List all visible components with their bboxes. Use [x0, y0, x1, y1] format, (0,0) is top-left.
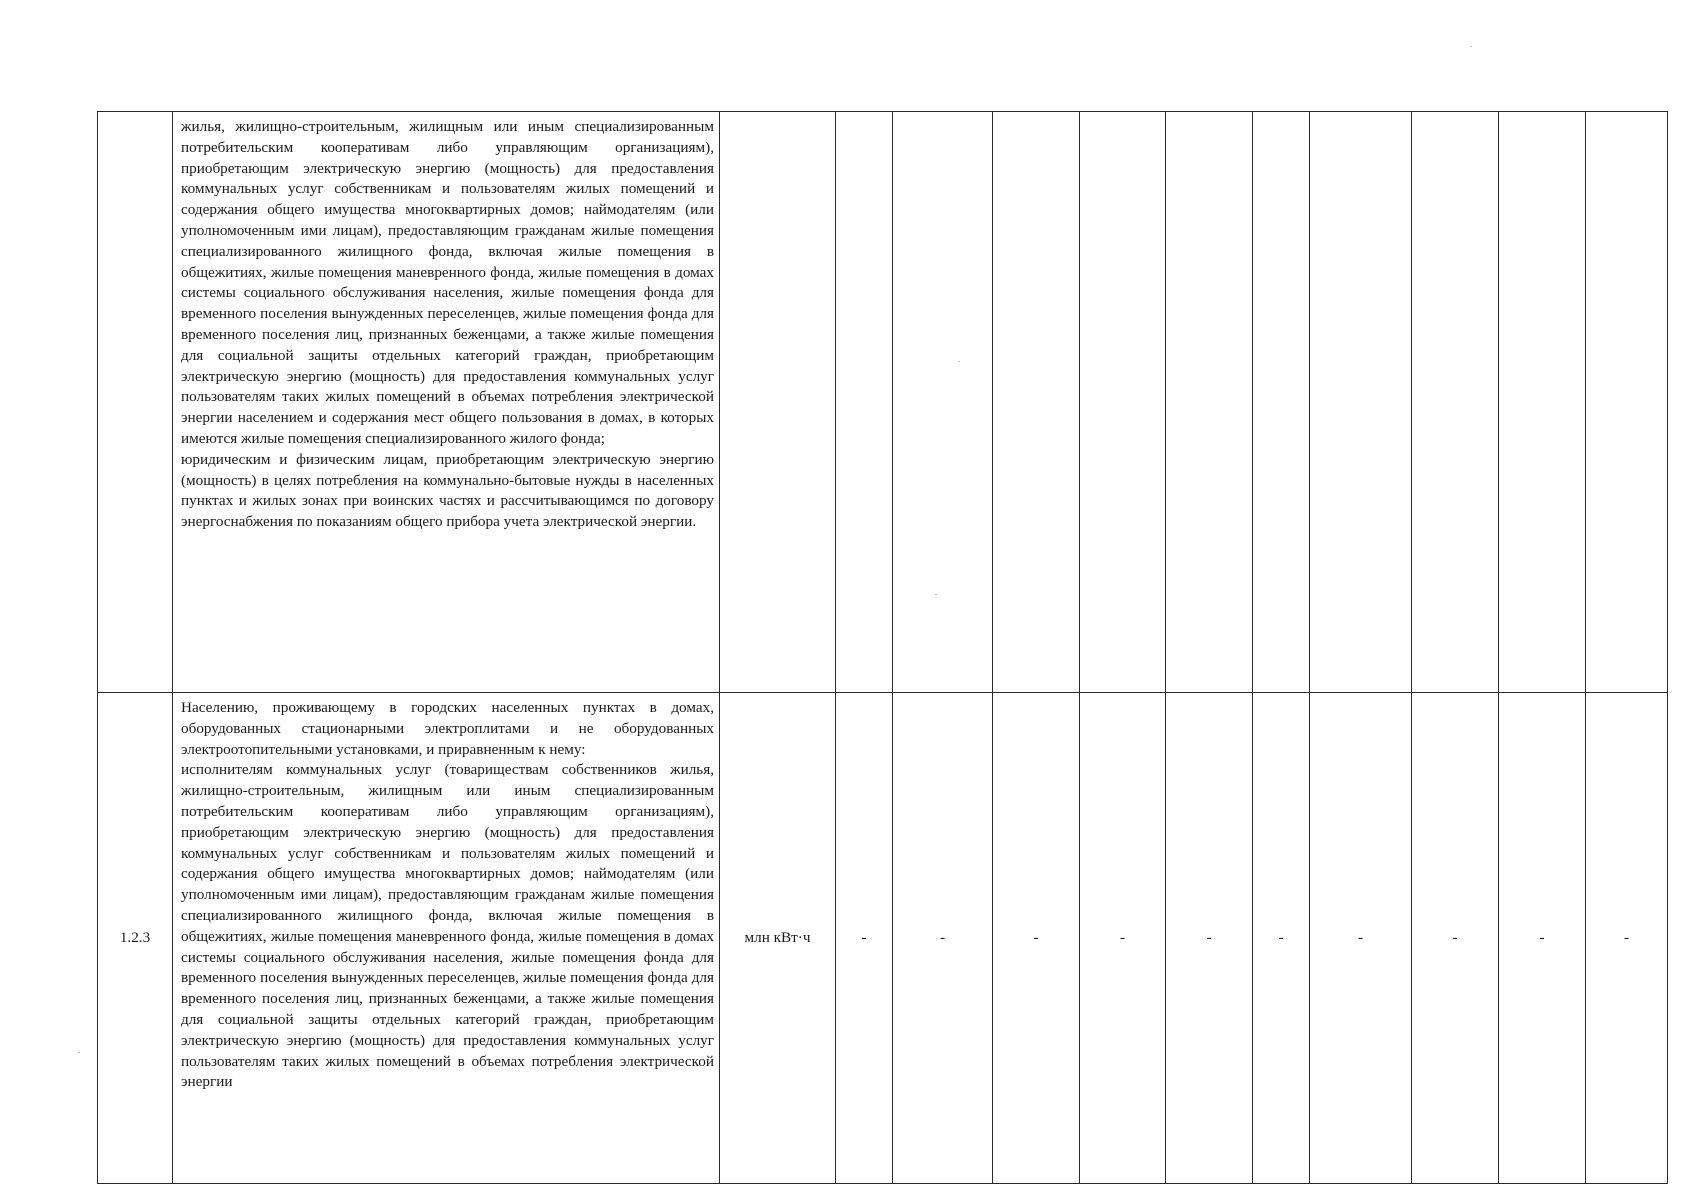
value-cell: -	[1166, 693, 1253, 1184]
scan-speck	[1470, 46, 1472, 47]
value-cell: -	[1253, 693, 1310, 1184]
value-cell: -	[1499, 693, 1586, 1184]
value-cell: -	[1412, 693, 1499, 1184]
description-paragraph: Населению, проживающему в городских населенных пунктах в домах, оборудованных стационарными электроплитами и не оборудованных электроотопительными установками, и приравненным к нему:	[181, 699, 714, 758]
description-paragraph: юридическим и физическим лицам, приобретающим электрическую энергию (мощность) в целях потребления на коммунально-бытовые нужды в населенных пунктах и жилых зонах при воинских частях и рассчитывающимся по договору энергоснабжения по показаниям общего прибора учета электрической энергии.	[181, 450, 714, 531]
value-cell: -	[993, 693, 1080, 1184]
row-description	[173, 693, 720, 1184]
value-cell	[1166, 112, 1253, 693]
value-cell: -	[1080, 693, 1166, 1184]
table-row	[98, 112, 1668, 693]
value-cell	[1412, 112, 1499, 693]
scan-speck	[958, 361, 960, 362]
row-number: 1.2.3	[98, 693, 173, 1184]
scan-speck	[935, 594, 937, 595]
value-cell	[836, 112, 893, 693]
value-cell: -	[893, 693, 993, 1184]
value-cell	[1310, 112, 1412, 693]
description-paragraph: исполнителям коммунальных услуг (товариществам собственников жилья, жилищно-строительным, жилищным или иным специализированным потребительским кооперативам либо управляющим организациям), приобретающим электрическую энергию (мощность) для предоставления коммунальных услуг собственникам и пользователям жилых помещений и содержания общего имущества многоквартирных домов; наймодателям (или уполномоченным ими лицам), предоставляющим гражданам жилые помещения специализированного жилищного фонда, включая жилые помещения в общежитиях, жилые помещения маневренного фонда, жилые помещения в домах системы социального обслуживания населения, жилые помещения фонда для временного поселения вынужденных переселенцев, жилые помещения фонда для временного поселения лиц, признанных беженцами, а также жилые помещения для социальной защиты отдельных категорий граждан, приобретающим электрическую энергию (мощность) для предоставления коммунальных услуг пользователям таких жилых помещений в объемах потребления электрической энергии	[181, 761, 714, 1091]
unit-cell: млн кВт·ч	[720, 693, 836, 1184]
row-number	[98, 112, 173, 693]
row-description	[173, 112, 720, 693]
value-cell	[1253, 112, 1310, 693]
value-cell	[893, 112, 993, 693]
tariff-table	[97, 111, 1668, 1184]
value-cell	[993, 112, 1080, 693]
value-cell	[1080, 112, 1166, 693]
table-row	[98, 693, 1668, 1184]
value-cell: -	[1310, 693, 1412, 1184]
scan-speck	[78, 1052, 80, 1053]
unit-cell	[720, 112, 836, 693]
description-paragraph: жилья, жилищно-строительным, жилищным или иным специализированным потребительским кооперативам либо управляющим организациям), приобретающим электрическую энергию (мощность) для предоставления коммунальных услуг собственникам и пользователям жилых помещений и содержания общего имущества многоквартирных домов; наймодателям (или уполномоченным ими лицам), предоставляющим гражданам жилые помещения специализированного жилищного фонда, включая жилые помещения в общежитиях, жилые помещения маневренного фонда, жилые помещения в домах системы социального обслуживания населения, жилые помещения фонда для временного поселения вынужденных переселенцев, жилые помещения фонда для временного поселения лиц, признанных беженцами, а также жилые помещения для социальной защиты отдельных категорий граждан, приобретающим электрическую энергию (мощность) для предоставления коммунальных услуг пользователям таких жилых помещений в объемах потребления электрической энергии населением и содержания мест общего пользования в домах, в которых имеются жилые помещения специализированного жилого фонда;	[181, 118, 714, 447]
value-cell	[1586, 112, 1668, 693]
value-cell: -	[836, 693, 893, 1184]
value-cell: -	[1586, 693, 1668, 1184]
value-cell	[1499, 112, 1586, 693]
